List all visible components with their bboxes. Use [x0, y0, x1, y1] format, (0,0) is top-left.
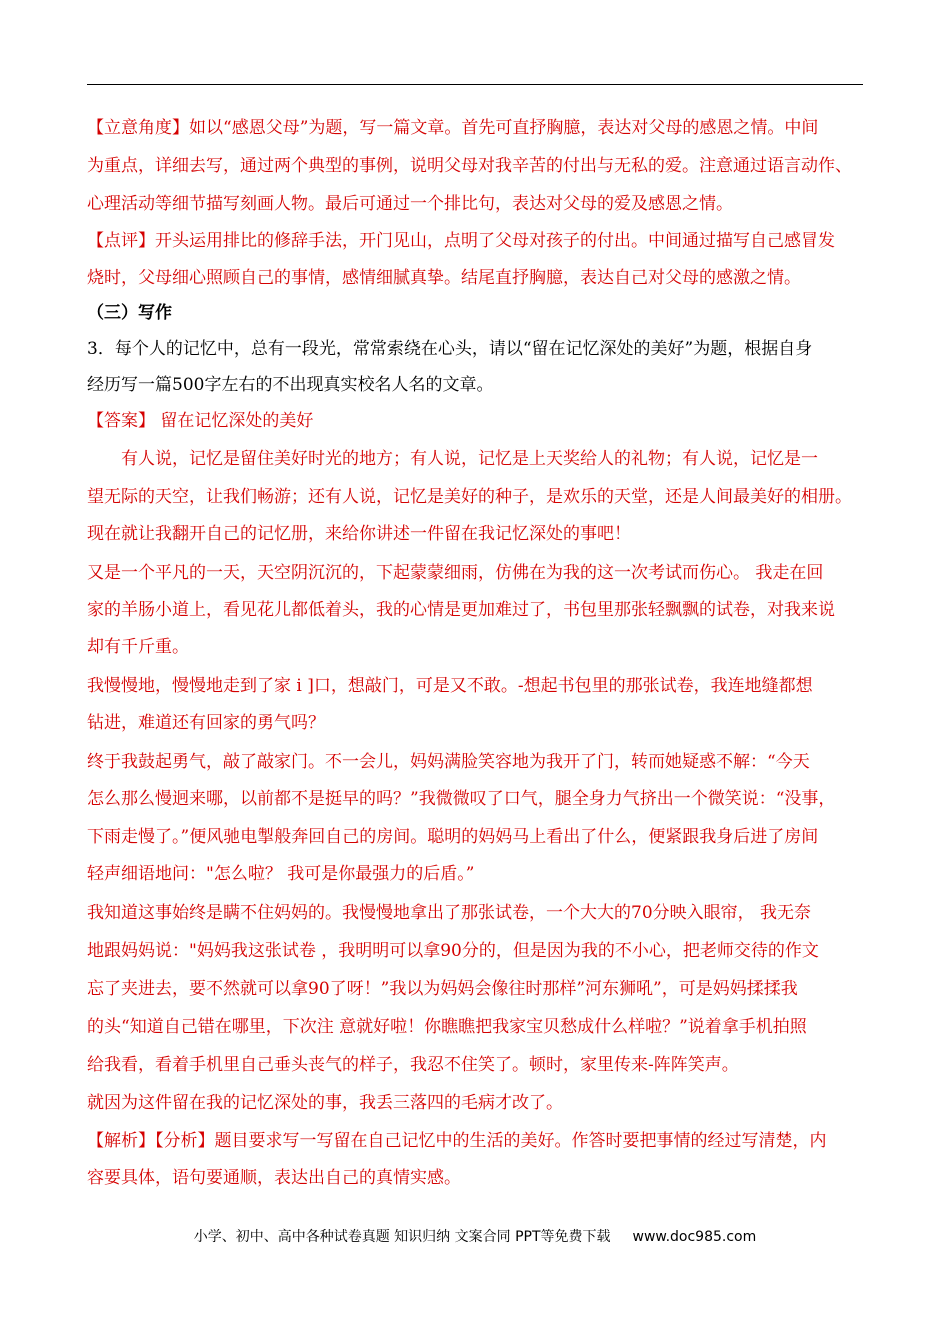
- text-line: 终于我鼓起勇气，敲了敲家门。不一会儿，妈妈满脸笑容地为我开了门，转而她疑惑不解：“今天: [87, 752, 810, 772]
- text-line: 心理活动等细节描写刻画人物。最后可通过一个排比句，表达对父母的爱及感恩之情。: [87, 194, 733, 214]
- answer-title: 【答案】 留在记忆深处的美好: [87, 411, 314, 431]
- text-line: 给我看，看着手机里自己垂头丧气的样子，我忍不住笑了。顿时，家里传来-阵阵笑声。: [87, 1055, 739, 1075]
- footer-text: 小学、初中、高中各种试卷真题 知识归纳 文案合同 PPT等免费下载: [193, 1229, 611, 1245]
- question-text: 经历写一篇500字左右的不出现真实校名人名的文章。: [87, 375, 494, 395]
- text-line: 我知道这事始终是瞒不住妈妈的。我慢慢地拿出了那张试卷，一个大大的70分映入眼帘， 我无奈: [87, 903, 812, 923]
- text-line: 为重点，详细去写，通过两个典型的事例，说明父母对我辛苦的付出与无私的爱。注意通过语言动作、: [87, 156, 852, 176]
- text-line: 我慢慢地，慢慢地走到了家 i ]口，想敲门，可是又不敢。-想起书包里的那张试卷，我连地缝都想: [87, 676, 813, 696]
- footer-url: www.doc985.com: [632, 1229, 757, 1245]
- text-line: 【立意角度】如以“感恩父母”为题，写一篇文章。首先可直抒胸臆，表达对父母的感恩之情。中间: [87, 118, 819, 138]
- text-line: 的头“知道自己错在哪里，下次注 意就好啦！你瞧瞧把我家宝贝愁成什么样啦？”说着拿手机拍照: [87, 1017, 807, 1037]
- text-line: 下雨走慢了。”便风驰电掣般奔回自己的房间。聪明的妈妈马上看出了什么，便紧跟我身后进了房间: [87, 827, 819, 847]
- text-line: 现在就让我翻开自己的记忆册，来给你讲述一件留在我记忆深处的事吧！: [87, 524, 631, 544]
- text-line: 地跟妈妈说："妈妈我这张试卷 ，我明明可以拿90分的，但是因为我的不小心，把老师交待的作文: [87, 941, 819, 961]
- text-line: 怎么那么慢迥来哪，以前都不是挺早的吗？”我微微叹了口气，腿全身力气挤出一个微笑说：“没事，: [87, 789, 836, 809]
- text-line: 却有千斤重。: [87, 637, 189, 657]
- analysis-line: 容要具体，语句要通顺，表达出自己的真情实感。: [87, 1168, 461, 1188]
- text-line: 烧时，父母细心照顾自己的事情，感情细腻真挚。结尾直抒胸臆，表达自己对父母的感激之情。: [87, 268, 801, 288]
- text-line: 轻声细语地问："怎么啦？ 我可是你最强力的后盾。”: [87, 864, 475, 884]
- text-line: 忘了夹进去，要不然就可以拿90了呀！”我以为妈妈会像往时那样”河东狮吼”，可是妈妈揉揉我: [87, 979, 798, 999]
- text-line: 有人说，记忆是留住美好时光的地方；有人说，记忆是上天奖给人的礼物；有人说，记忆是一: [87, 449, 818, 469]
- analysis-line: 【解析】【分析】题目要求写一写留在自己记忆中的生活的美好。作答时要把事情的经过写清楚，内: [87, 1131, 827, 1151]
- question-text: 3．每个人的记忆中，总有一段光，常常索绕在心头，请以“留在记忆深处的美好”为题，根据自身: [87, 339, 813, 359]
- text-line: 钻进，难道还有回家的勇气吗？: [87, 713, 325, 733]
- text-line: 又是一个平凡的一天，天空阴沉沉的，下起蒙蒙细雨，仿佛在为我的这一次考试而伤心。 我走在回: [87, 563, 824, 583]
- text-line: 就因为这件留在我的记忆深处的事，我丢三落四的毛病才改了。: [87, 1093, 563, 1113]
- page-footer: [0, 1226, 950, 1246]
- text-line: 望无际的天空，让我们畅游；还有人说，记忆是美好的种子，是欢乐的天堂，还是人间最美好的相册。: [87, 487, 852, 507]
- section-heading: （三）写作: [87, 303, 172, 323]
- text-line: 家的羊肠小道上，看见花儿都低着头，我的心情是更加难过了，书包里那张轻飘飘的试卷，对我来说: [87, 600, 835, 620]
- text-line: 【点评】开头运用排比的修辞手法，开门见山，点明了父母对孩子的付出。中间通过描写自己感冒发: [87, 231, 835, 251]
- header-rule: [87, 84, 863, 85]
